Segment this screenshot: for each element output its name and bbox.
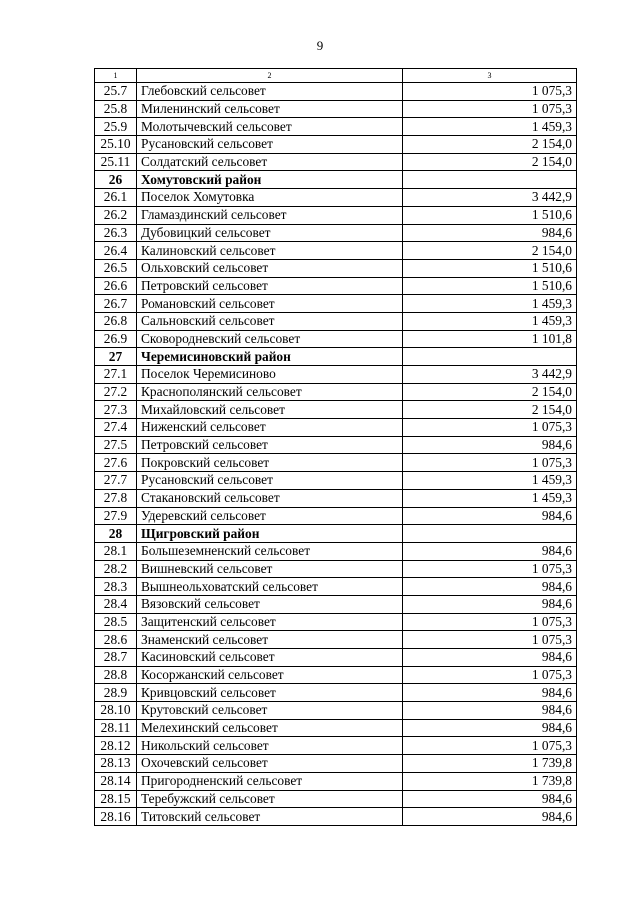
row-value-cell: 1 739,8 [403, 772, 577, 790]
table-row [95, 666, 577, 684]
column-header-1: 1 [95, 69, 137, 83]
row-name-cell: Знаменский сельсовет [137, 631, 403, 649]
row-number-cell: 27.2 [95, 383, 137, 401]
row-number-cell: 25.9 [95, 118, 137, 136]
row-name-cell: Хомутовский район [137, 171, 403, 189]
table-row [95, 136, 577, 154]
table-row [95, 224, 577, 242]
row-name-cell: Никольский сельсовет [137, 737, 403, 755]
row-name-cell: Сковородневский сельсовет [137, 330, 403, 348]
row-name-cell: Ниженский сельсовет [137, 419, 403, 437]
row-value-cell: 984,6 [403, 719, 577, 737]
table-row [95, 259, 577, 277]
table-row [95, 419, 577, 437]
row-number-cell: 26.8 [95, 312, 137, 330]
row-number-cell: 27.3 [95, 401, 137, 419]
row-number-cell: 26.6 [95, 277, 137, 295]
row-value-cell: 1 075,3 [403, 666, 577, 684]
row-value-cell: 1 075,3 [403, 560, 577, 578]
row-value-cell [403, 525, 577, 543]
table-row [95, 383, 577, 401]
row-name-cell: Охочевский сельсовет [137, 755, 403, 773]
row-value-cell: 1 459,3 [403, 312, 577, 330]
row-name-cell: Вышнеольховатский сельсовет [137, 578, 403, 596]
row-value-cell: 1 459,3 [403, 118, 577, 136]
row-number-cell: 28.2 [95, 560, 137, 578]
row-value-cell: 1 459,3 [403, 489, 577, 507]
row-name-cell: Русановский сельсовет [137, 472, 403, 490]
table-row [95, 295, 577, 313]
row-number-cell: 28.9 [95, 684, 137, 702]
row-name-cell: Гламаздинский сельсовет [137, 206, 403, 224]
row-name-cell: Молотычевский сельсовет [137, 118, 403, 136]
row-number-cell: 27.6 [95, 454, 137, 472]
row-value-cell: 2 154,0 [403, 242, 577, 260]
row-value-cell: 984,6 [403, 790, 577, 808]
row-number-cell: 26 [95, 171, 137, 189]
table-row [95, 100, 577, 118]
row-value-cell: 2 154,0 [403, 383, 577, 401]
table-body [95, 69, 577, 826]
row-number-cell: 26.2 [95, 206, 137, 224]
table-row [95, 83, 577, 101]
table-row [95, 649, 577, 667]
row-number-cell: 28.6 [95, 631, 137, 649]
row-value-cell: 984,6 [403, 684, 577, 702]
row-name-cell: Поселок Хомутовка [137, 189, 403, 207]
row-name-cell: Крутовский сельсовет [137, 702, 403, 720]
row-number-cell: 28.11 [95, 719, 137, 737]
row-name-cell: Черемисиновский район [137, 348, 403, 366]
row-name-cell: Касиновский сельсовет [137, 649, 403, 667]
table-row [95, 472, 577, 490]
row-number-cell: 27.5 [95, 436, 137, 454]
row-name-cell: Краснополянский сельсовет [137, 383, 403, 401]
row-value-cell: 3 442,9 [403, 189, 577, 207]
table-row [95, 507, 577, 525]
row-value-cell: 1 459,3 [403, 472, 577, 490]
table-row [95, 330, 577, 348]
row-name-cell: Петровский сельсовет [137, 277, 403, 295]
table-row [95, 454, 577, 472]
row-number-cell: 27.1 [95, 366, 137, 384]
row-number-cell: 27.4 [95, 419, 137, 437]
column-header-3: 3 [403, 69, 577, 83]
table-row [95, 560, 577, 578]
row-name-cell: Солдатский сельсовет [137, 153, 403, 171]
row-name-cell: Поселок Черемисиново [137, 366, 403, 384]
row-name-cell: Покровский сельсовет [137, 454, 403, 472]
row-number-cell: 25.7 [95, 83, 137, 101]
row-value-cell: 1 075,3 [403, 737, 577, 755]
data-table [94, 68, 577, 826]
row-number-cell: 26.3 [95, 224, 137, 242]
row-number-cell: 28.12 [95, 737, 137, 755]
row-name-cell: Миленинский сельсовет [137, 100, 403, 118]
row-value-cell: 1 075,3 [403, 83, 577, 101]
row-value-cell: 2 154,0 [403, 153, 577, 171]
row-name-cell: Мелехинский сельсовет [137, 719, 403, 737]
row-value-cell: 1 459,3 [403, 295, 577, 313]
row-value-cell: 1 739,8 [403, 755, 577, 773]
row-name-cell: Щигровский район [137, 525, 403, 543]
table-row [95, 366, 577, 384]
row-number-cell: 26.5 [95, 259, 137, 277]
row-value-cell: 984,6 [403, 578, 577, 596]
table-row [95, 489, 577, 507]
row-number-cell: 25.11 [95, 153, 137, 171]
row-name-cell: Защитенский сельсовет [137, 613, 403, 631]
row-number-cell: 27.9 [95, 507, 137, 525]
row-number-cell: 28.4 [95, 595, 137, 613]
row-number-cell: 28 [95, 525, 137, 543]
row-value-cell: 984,6 [403, 595, 577, 613]
row-value-cell [403, 171, 577, 189]
table-row [95, 578, 577, 596]
row-value-cell: 984,6 [403, 649, 577, 667]
table-row [95, 242, 577, 260]
row-value-cell: 984,6 [403, 436, 577, 454]
header-row [95, 69, 577, 83]
row-number-cell: 26.9 [95, 330, 137, 348]
row-number-cell: 28.16 [95, 808, 137, 826]
row-value-cell: 3 442,9 [403, 366, 577, 384]
row-value-cell: 984,6 [403, 542, 577, 560]
table-row [95, 189, 577, 207]
row-number-cell: 25.8 [95, 100, 137, 118]
table-row [95, 684, 577, 702]
row-value-cell: 1 075,3 [403, 631, 577, 649]
row-value-cell: 984,6 [403, 507, 577, 525]
district-row [95, 348, 577, 366]
row-name-cell: Теребужский сельсовет [137, 790, 403, 808]
row-number-cell: 28.13 [95, 755, 137, 773]
row-name-cell: Романовский сельсовет [137, 295, 403, 313]
row-name-cell: Вязовский сельсовет [137, 595, 403, 613]
row-value-cell: 1 510,6 [403, 259, 577, 277]
row-number-cell: 28.10 [95, 702, 137, 720]
row-name-cell: Ольховский сельсовет [137, 259, 403, 277]
table-row [95, 542, 577, 560]
row-number-cell: 27.8 [95, 489, 137, 507]
row-name-cell: Удеревский сельсовет [137, 507, 403, 525]
table-row [95, 702, 577, 720]
row-number-cell: 25.10 [95, 136, 137, 154]
row-value-cell: 2 154,0 [403, 401, 577, 419]
row-number-cell: 28.15 [95, 790, 137, 808]
table-row [95, 312, 577, 330]
row-name-cell: Сальновский сельсовет [137, 312, 403, 330]
row-value-cell: 984,6 [403, 224, 577, 242]
table-row [95, 631, 577, 649]
row-value-cell: 1 075,3 [403, 100, 577, 118]
row-number-cell: 28.3 [95, 578, 137, 596]
table-row [95, 808, 577, 826]
row-name-cell: Глебовский сельсовет [137, 83, 403, 101]
table-row [95, 277, 577, 295]
table-row [95, 790, 577, 808]
row-value-cell: 1 510,6 [403, 277, 577, 295]
row-number-cell: 26.4 [95, 242, 137, 260]
row-number-cell: 26.1 [95, 189, 137, 207]
row-value-cell: 1 075,3 [403, 613, 577, 631]
row-name-cell: Михайловский сельсовет [137, 401, 403, 419]
table-row [95, 436, 577, 454]
page-number: 9 [316, 38, 324, 53]
row-name-cell: Петровский сельсовет [137, 436, 403, 454]
row-number-cell: 28.5 [95, 613, 137, 631]
row-value-cell: 1 101,8 [403, 330, 577, 348]
row-name-cell: Титовский сельсовет [137, 808, 403, 826]
row-name-cell: Кривцовский сельсовет [137, 684, 403, 702]
row-name-cell: Русановский сельсовет [137, 136, 403, 154]
table-row [95, 206, 577, 224]
row-value-cell: 2 154,0 [403, 136, 577, 154]
row-number-cell: 27.7 [95, 472, 137, 490]
table-row [95, 755, 577, 773]
table-row [95, 737, 577, 755]
row-name-cell: Вишневский сельсовет [137, 560, 403, 578]
column-header-2: 2 [137, 69, 403, 83]
row-name-cell: Стакановский сельсовет [137, 489, 403, 507]
row-number-cell: 28.7 [95, 649, 137, 667]
row-name-cell: Дубовицкий сельсовет [137, 224, 403, 242]
row-name-cell: Калиновский сельсовет [137, 242, 403, 260]
row-number-cell: 28.14 [95, 772, 137, 790]
row-value-cell [403, 348, 577, 366]
row-name-cell: Большеземненский сельсовет [137, 542, 403, 560]
row-name-cell: Пригородненский сельсовет [137, 772, 403, 790]
row-name-cell: Косоржанский сельсовет [137, 666, 403, 684]
table-row [95, 153, 577, 171]
row-value-cell: 984,6 [403, 702, 577, 720]
row-value-cell: 1 510,6 [403, 206, 577, 224]
table-row [95, 613, 577, 631]
table-row [95, 595, 577, 613]
row-value-cell: 984,6 [403, 808, 577, 826]
row-number-cell: 28.8 [95, 666, 137, 684]
district-row [95, 525, 577, 543]
row-number-cell: 27 [95, 348, 137, 366]
row-value-cell: 1 075,3 [403, 419, 577, 437]
row-number-cell: 28.1 [95, 542, 137, 560]
table-row [95, 118, 577, 136]
table-row [95, 719, 577, 737]
table-row [95, 772, 577, 790]
row-number-cell: 26.7 [95, 295, 137, 313]
district-row [95, 171, 577, 189]
table-row [95, 401, 577, 419]
row-value-cell: 1 075,3 [403, 454, 577, 472]
